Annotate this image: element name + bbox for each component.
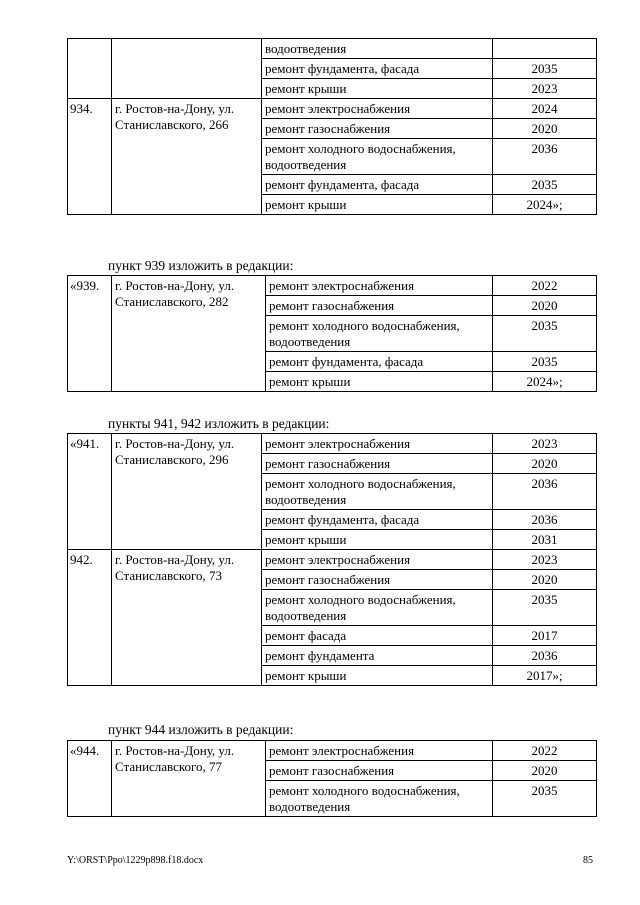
work-type: ремонт холодного водоснабжения, водоотведения [262,590,493,626]
item-number [68,39,112,99]
work-type: ремонт электроснабжения [262,550,493,570]
work-year [493,39,597,59]
work-year: 2020 [493,570,597,590]
work-year: 2024 [493,99,597,119]
work-type: ремонт фасада [262,626,493,646]
work-year: 2024»; [493,195,597,215]
work-type: водоотведения [262,39,493,59]
item-number: 942. [68,550,112,686]
table-row [68,99,597,119]
work-type: ремонт электроснабжения [266,276,493,296]
work-year: 2023 [493,434,597,454]
work-type: ремонт холодного водоснабжения, водоотведения [262,139,493,175]
work-year: 2023 [493,79,597,99]
work-type: ремонт газоснабжения [262,570,493,590]
work-year: 2024»; [493,372,597,392]
work-year: 2020 [493,454,597,474]
work-year: 2036 [493,139,597,175]
footer-page-number: 85 [583,855,593,866]
work-year: 2017 [493,626,597,646]
work-year: 2035 [493,781,597,817]
work-type: ремонт фундамента, фасада [262,175,493,195]
work-type: ремонт газоснабжения [262,119,493,139]
work-type: ремонт крыши [262,666,493,686]
work-type: ремонт электроснабжения [262,434,493,454]
work-year: 2022 [493,741,597,761]
work-year: 2035 [493,316,597,352]
works-table-939 [67,275,597,392]
item-address: г. Ростов-на-Дону, ул. Станиславского, 282 [112,276,266,392]
item-address: г. Ростов-на-Дону, ул. Станиславского, 77 [112,741,266,817]
work-type: ремонт фундамента, фасада [262,510,493,530]
work-type: ремонт крыши [262,195,493,215]
table-row [68,434,597,454]
work-year: 2017»; [493,666,597,686]
work-type: ремонт электроснабжения [266,741,493,761]
item-number: 934. [68,99,112,215]
work-year: 2036 [493,646,597,666]
work-type: ремонт электроснабжения [262,99,493,119]
item-address: г. Ростов-на-Дону, ул. Станиславского, 266 [112,99,262,215]
item-number: «944. [68,741,112,817]
work-type: ремонт крыши [266,372,493,392]
work-type: ремонт крыши [262,79,493,99]
work-year: 2036 [493,510,597,530]
table-row [68,39,597,59]
work-type: ремонт газоснабжения [262,454,493,474]
work-type: ремонт газоснабжения [266,296,493,316]
item-number: «939. [68,276,112,392]
item-address: г. Ростов-на-Дону, ул. Станиславского, 73 [112,550,262,686]
item-number: «941. [68,434,112,550]
work-type: ремонт фундамента, фасада [266,352,493,372]
table-row [68,741,597,761]
work-year: 2035 [493,59,597,79]
table-row [68,276,597,296]
work-year: 2031 [493,530,597,550]
instruction-939: пункт 939 изложить в редакции: [108,258,294,273]
work-year: 2022 [493,276,597,296]
work-year: 2036 [493,474,597,510]
work-year: 2035 [493,175,597,195]
work-type: ремонт холодного водоснабжения, водоотведения [262,474,493,510]
work-year: 2023 [493,550,597,570]
item-address [112,39,262,99]
work-type: ремонт газоснабжения [266,761,493,781]
works-table-941-942 [67,433,597,686]
work-type: ремонт холодного водоснабжения, водоотведения [266,781,493,817]
footer-file-path: Y:\ORST\Ppo\1229p898.f18.docx [67,855,204,866]
work-year: 2020 [493,761,597,781]
instruction-941-942: пункты 941, 942 изложить в редакции: [108,416,330,431]
work-year: 2035 [493,590,597,626]
works-table-1 [67,38,597,215]
works-table-944 [67,740,597,817]
work-type: ремонт фундамента, фасада [262,59,493,79]
work-year: 2035 [493,352,597,372]
item-address: г. Ростов-на-Дону, ул. Станиславского, 296 [112,434,262,550]
work-type: ремонт фундамента [262,646,493,666]
instruction-944: пункт 944 изложить в редакции: [108,722,294,737]
work-type: ремонт крыши [262,530,493,550]
work-year: 2020 [493,119,597,139]
work-type: ремонт холодного водоснабжения, водоотведения [266,316,493,352]
table-row [68,550,597,570]
work-year: 2020 [493,296,597,316]
